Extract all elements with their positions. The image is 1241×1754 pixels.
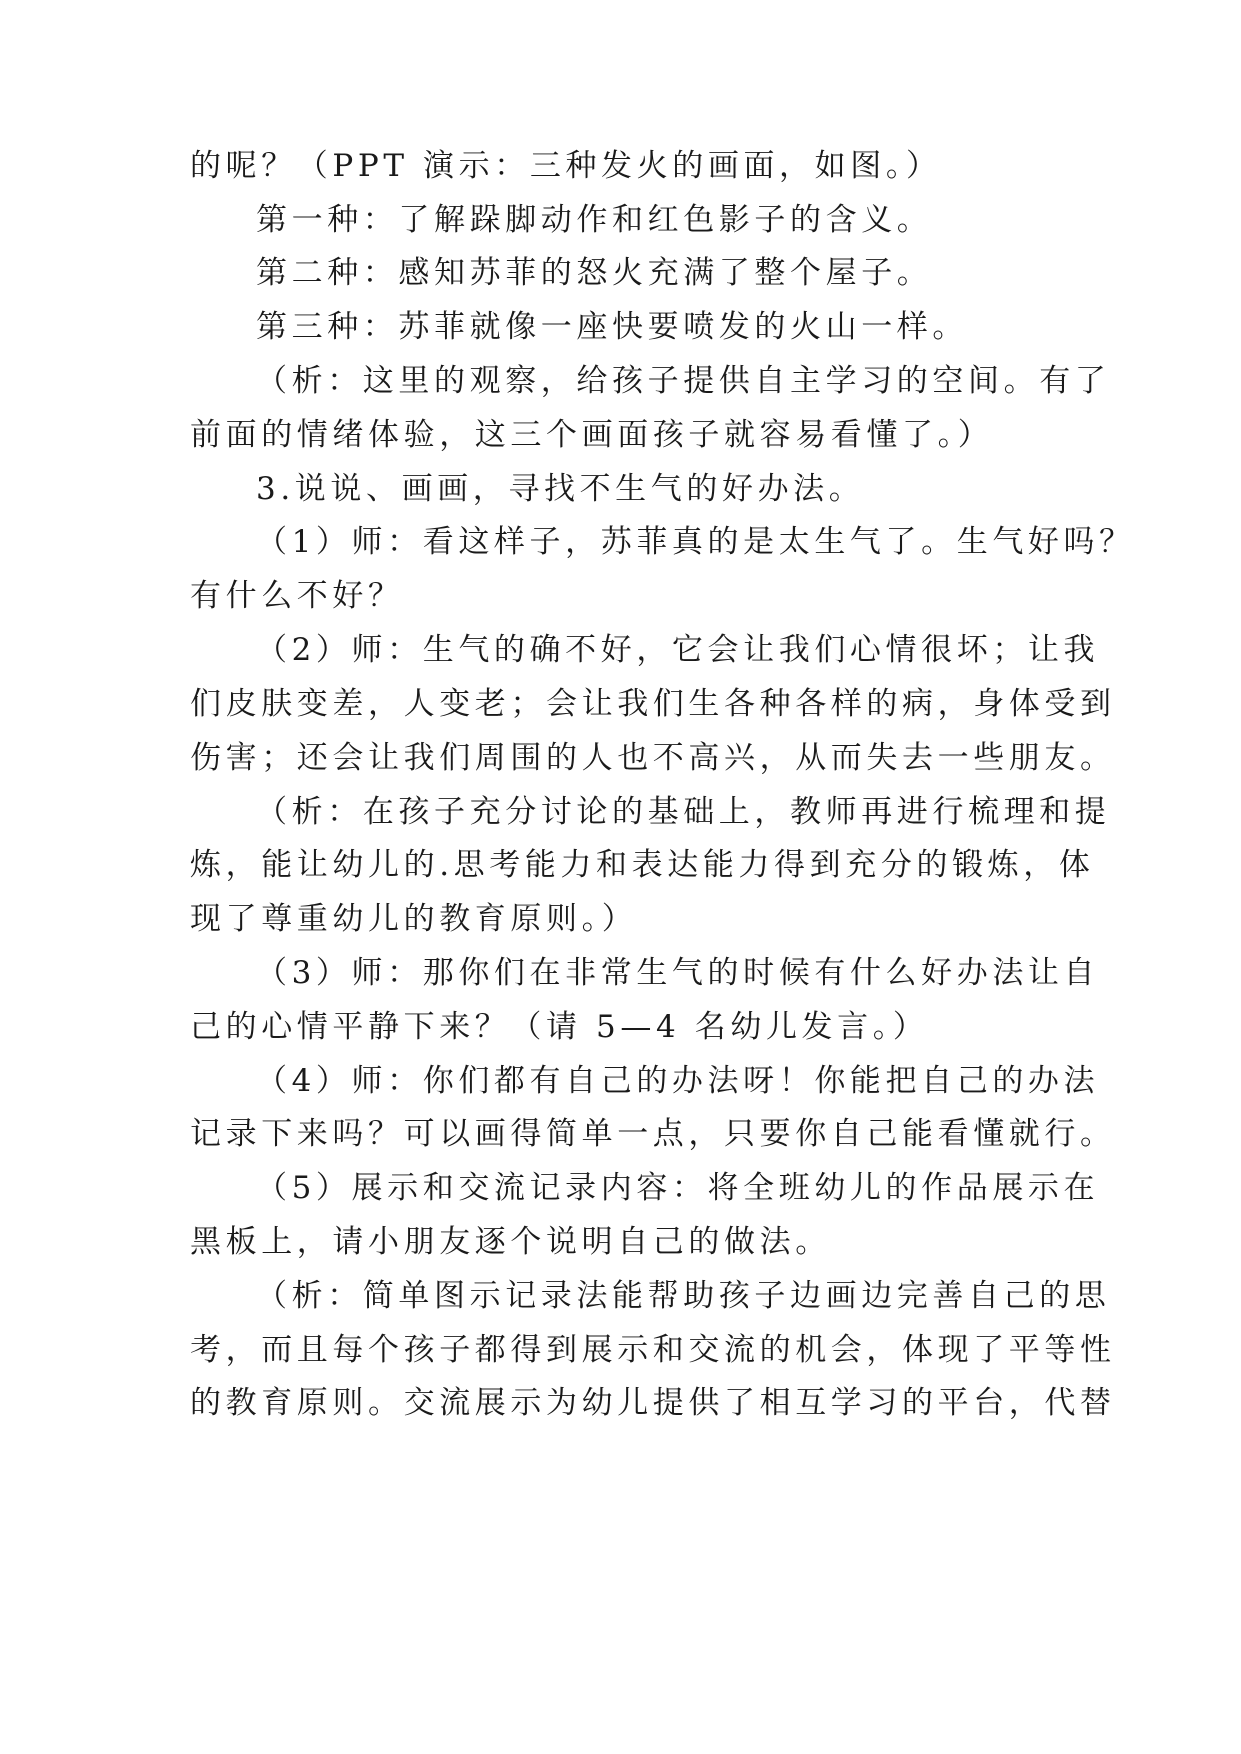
text-line: 黑板上，请小朋友逐个说明自己的做法。	[190, 1224, 831, 1260]
text-line: 们皮肤变差，人变老；会让我们生各种各样的病，身体受到	[190, 686, 1116, 722]
text-line: 伤害；还会让我们周围的人也不高兴，从而失去一些朋友。	[190, 740, 1116, 776]
text-line: （1）师：看这样子，苏菲真的是太生气了。生气好吗？	[256, 524, 1135, 560]
text-line: 现了尊重幼儿的教育原则。）	[190, 901, 638, 937]
text-line: 3.说说、画画，寻找不生气的好办法。	[256, 471, 865, 507]
text-line: 的教育原则。交流展示为幼儿提供了相互学习的平台，代替	[190, 1385, 1116, 1421]
text-line: 有什么不好？	[190, 578, 404, 614]
text-line: 己的心情平静下来？（请 5—4 名幼儿发言。）	[190, 1009, 929, 1045]
text-line: （4）师：你们都有自己的办法呀！你能把自己的办法	[256, 1063, 1100, 1099]
text-line: 炼，能让幼儿的.思考能力和表达能力得到充分的锻炼，体	[190, 847, 1095, 883]
text-line: （2）师：生气的确不好，它会让我们心情很坏；让我	[256, 632, 1100, 668]
text-line: 第二种：感知苏菲的怒火充满了整个屋子。	[256, 255, 933, 291]
text-line: 的呢？（PPT 演示：三种发火的画面，如图。）	[190, 148, 942, 184]
text-line: （5）展示和交流记录内容：将全班幼儿的作品展示在	[256, 1170, 1100, 1206]
text-line: 前面的情绪体验，这三个画面孩子就容易看懂了。）	[190, 417, 994, 453]
text-line: 第一种：了解跺脚动作和红色影子的含义。	[256, 202, 933, 238]
text-line: （析：在孩子充分讨论的基础上，教师再进行梳理和提	[256, 794, 1111, 830]
text-line: （析：这里的观察，给孩子提供自主学习的空间。有了	[256, 363, 1111, 399]
text-line: 考，而且每个孩子都得到展示和交流的机会，体现了平等性	[190, 1332, 1116, 1368]
text-line: 第三种：苏菲就像一座快要喷发的火山一样。	[256, 309, 968, 345]
text-line: （析：简单图示记录法能帮助孩子边画边完善自己的思	[256, 1278, 1111, 1314]
text-line: （3）师：那你们在非常生气的时候有什么好办法让自	[256, 955, 1100, 991]
text-line: 记录下来吗？可以画得简单一点，只要你自己能看懂就行。	[190, 1116, 1116, 1152]
